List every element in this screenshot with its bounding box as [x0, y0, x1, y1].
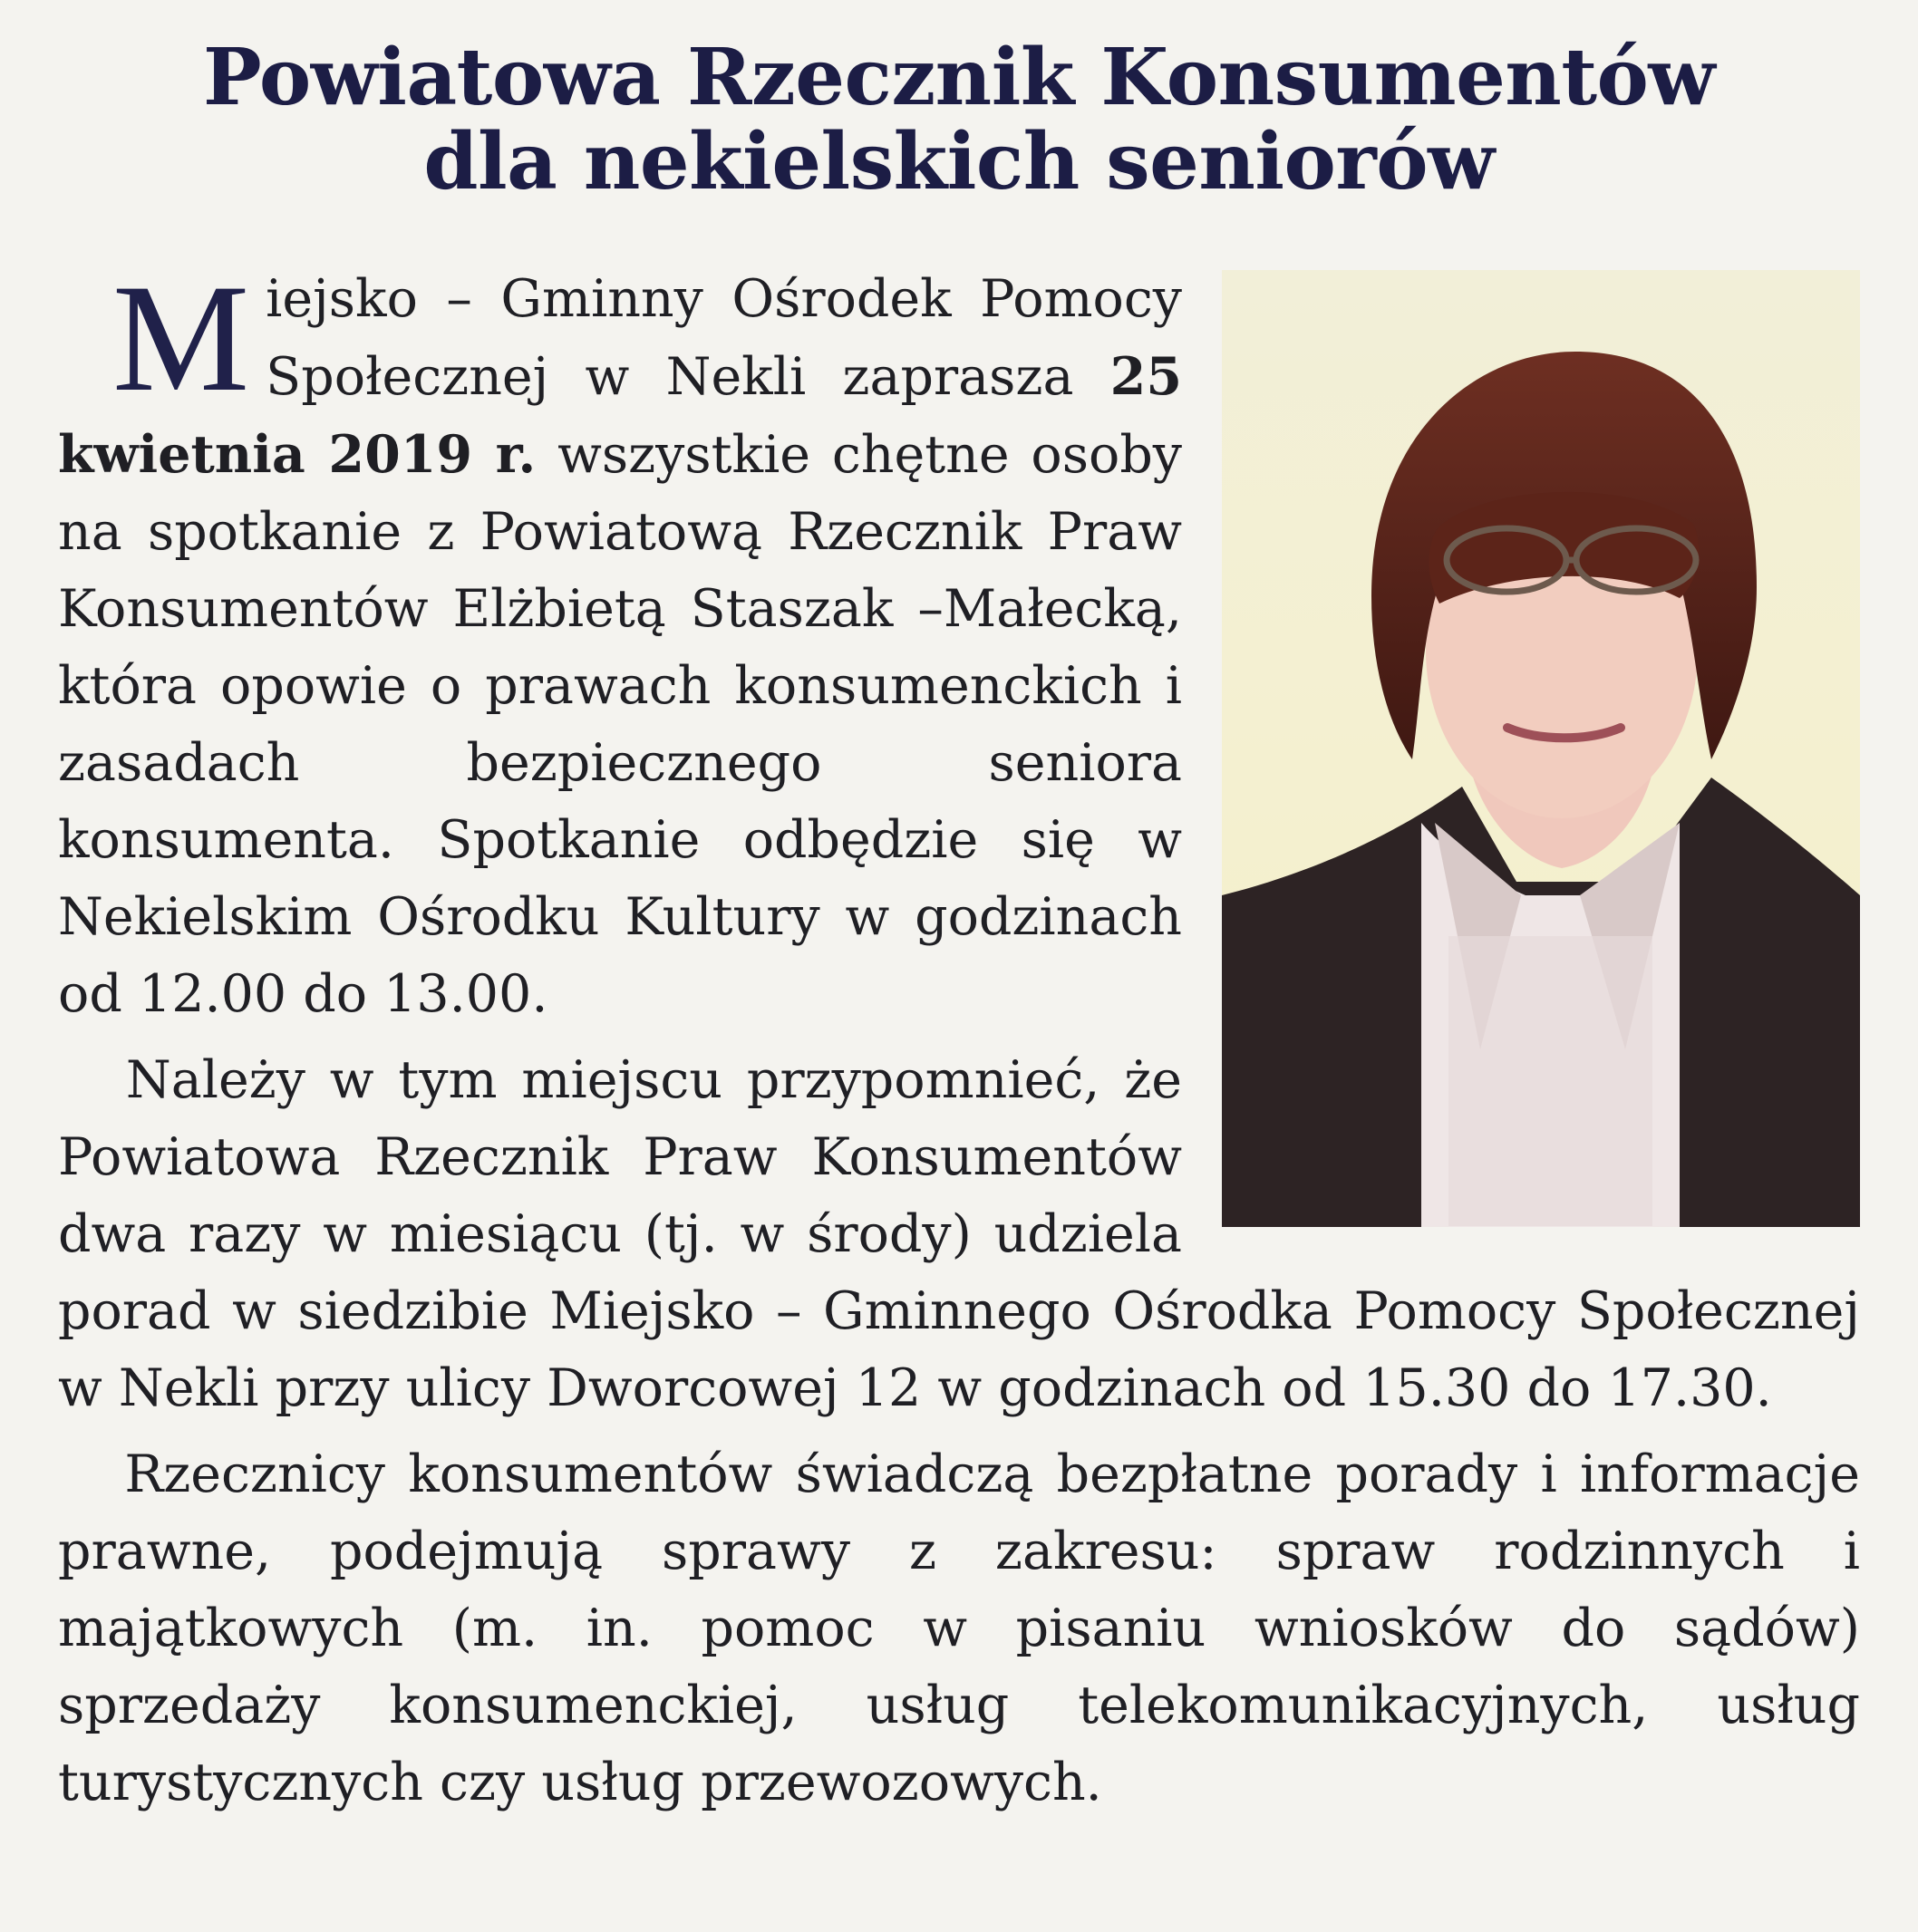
paragraph-1-text-end: wszystkie chętne osoby na spotkanie z Powiatową Rzecznik Praw Konsumentów Elżbietą Staszak –Małecką, która opowie o prawach konsumenckich i zasadach bezpiecznego seniora konsumenta. Spotkanie odbędzie się w Nekielskim Ośrodku Kultury w godzinach od 12.00 do 13.00. — [58, 424, 1183, 1024]
portrait-photo — [1222, 270, 1860, 1227]
article-title-line-1: Powiatowa Rzecznik Konsumentów — [203, 32, 1715, 123]
article-title-line-2: dla nekielskich seniorów — [423, 115, 1495, 208]
article-title — [58, 32, 1860, 208]
article-content — [58, 252, 1861, 1831]
dropcap-letter: M — [112, 252, 250, 423]
portrait-illustration — [1222, 270, 1860, 1227]
paragraph-3 — [58, 1436, 1860, 1821]
paragraph-2-text: Należy w tym miejscu przypomnieć, że Powiatowa Rzecznik Praw Konsumentów dwa razy w miesiącu (tj. w środy) udziela porad w siedzibie Miejsko – Gminnego Ośrodka Pomocy Społecznej w Nekli przy ulicy Dworcowej 12 w godzinach od 15.30 do 17.30. — [58, 1049, 1860, 1418]
event-date: 25 kwietnia 2019 r. — [58, 345, 1182, 485]
paragraph-1-text-start: iejsko – Gminny Ośrodek Pomocy Społecznej w Nekli zaprasza — [266, 268, 1182, 407]
paragraph-3-text: Rzecznicy konsumentów świadczą bezpłatne porady i informacje prawne, podejmują sprawy z zakresu: spraw rodzinnych i majątkowych (m. in. pomoc w pisaniu wniosków do sądów) sprzedaży konsumenckiej, usług telekomunikacyjnych, usług turystycznych czy usług przewozowych. — [58, 1444, 1861, 1812]
